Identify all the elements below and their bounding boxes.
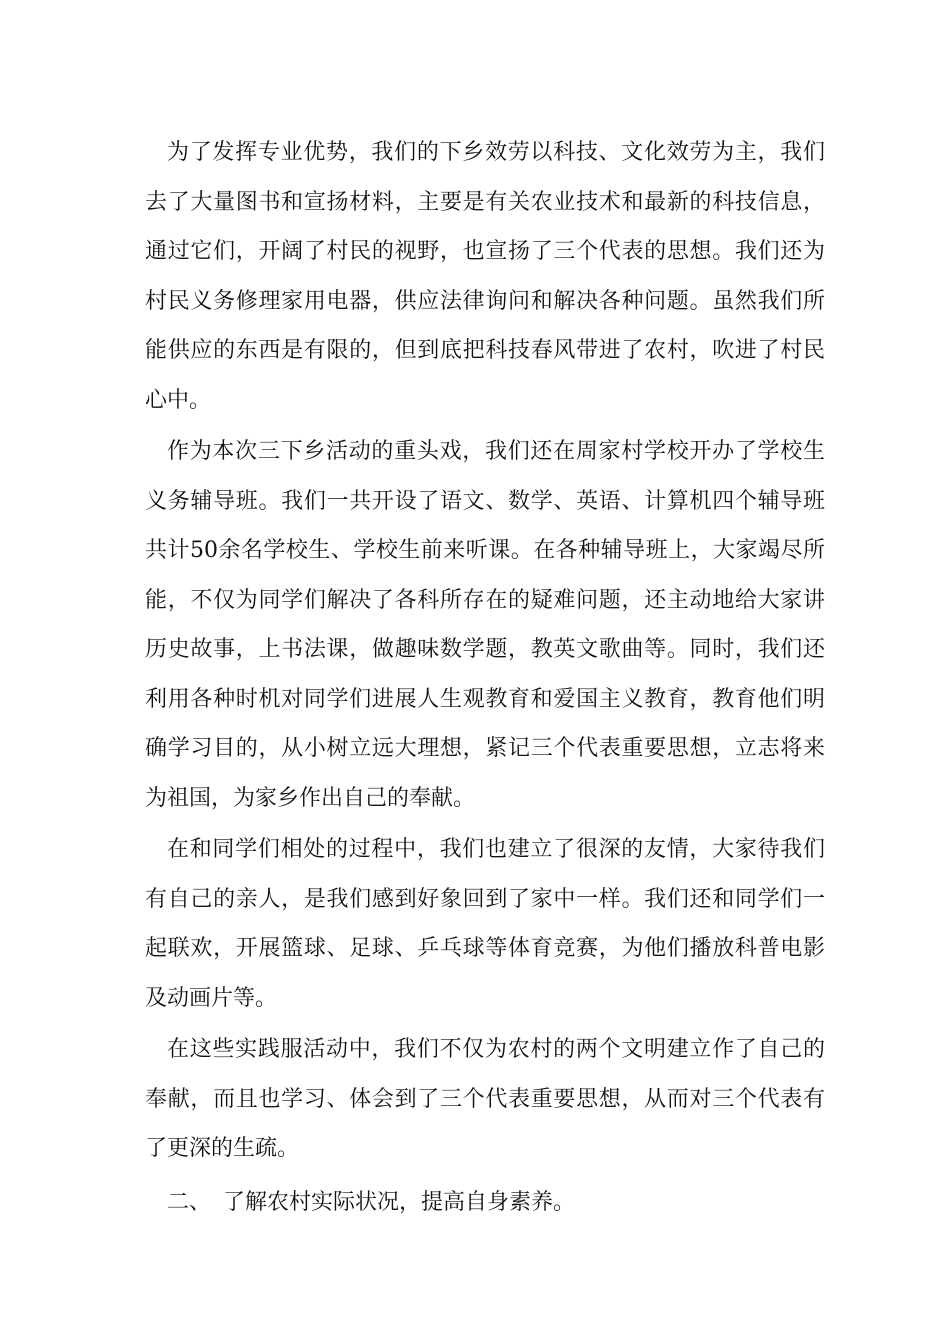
paragraph-practice-summary: 在这些实践服活动中，我们不仅为农村的两个文明建立作了自己的奉献，而且也学习、体会到了三个代表重要思想，从而对三个代表有了更深的生疏。 xyxy=(145,1037,825,1161)
section-heading-number: 二、 xyxy=(167,1189,212,1215)
section-heading-text: 了解农村实际状况，提高自身素养。 xyxy=(223,1189,576,1215)
document-body xyxy=(145,128,825,1227)
section-heading xyxy=(145,1178,825,1228)
paragraph-tutoring-classes: 作为本次三下乡活动的重头戏，我们还在周家村学校开办了学校生义务辅导班。我们一共开设了语文、数学、英语、计算机四个辅导班共计50余名学校生、学校生前来听课。在各种辅导班上，大家竭尽所能，不仅为同学们解决了各科所存在的疑难问题，还主动地给大家讲历史故事，上书法课，做趣味数学题，教英文歌曲等。同时，我们还利用各种时机对同学们进展人生观教育和爱国主义教育，教育他们明确学习目的，从小树立远大理想，紧记三个代表重要思想，立志将来为祖国，为家乡作出自己的奉献。 xyxy=(145,439,825,811)
paragraph-tech-services: 为了发挥专业优势，我们的下乡效劳以科技、文化效劳为主，我们去了大量图书和宣扬材料，主要是有关农业技术和最新的科技信息，通过它们，开阔了村民的视野，也宣扬了三个代表的思想。我们还为村民义务修理家用电器，供应法律询问和解决各种问题。虽然我们所能供应的东西是有限的，但到底把科技春风带进了农村，吹进了村民心中。 xyxy=(145,140,825,413)
paragraph-friendship: 在和同学们相处的过程中，我们也建立了很深的友情，大家待我们有自己的亲人，是我们感到好象回到了家中一样。我们还和同学们一起联欢，开展篮球、足球、乒乓球等体育竞赛，为他们播放科普电影及动画片等。 xyxy=(145,837,825,1011)
